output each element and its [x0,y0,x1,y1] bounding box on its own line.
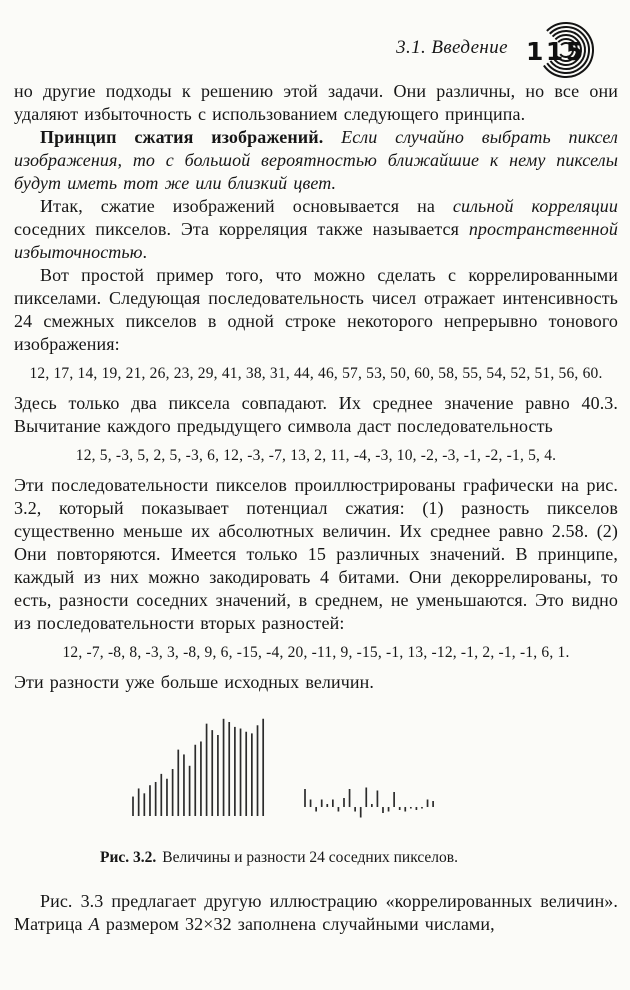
paragraph-text: Итак, сжатие изображений основывается на [40,196,453,216]
paragraph-text: но другие подходы к решению этой задачи. Они различны, но все они удаляют избыточность с использованием следующего принципа. [14,81,618,124]
paragraph-text: . [142,242,148,262]
pixel-values-sequence: 12, 17, 14, 19, 21, 26, 23, 29, 41, 38, 31, 44, 46, 57, 53, 50, 60, 58, 55, 54, 52, 51, 56, 60. [29,365,603,382]
figure-caption [14,848,544,868]
paragraph-compression-potential [14,474,618,635]
paragraph-average [14,392,618,438]
paragraph-correlation [14,195,618,264]
second-differences-sequence: 12, -7, -8, 8, -3, 3, -8, 9, 6, -15, -4, 20, -11, 9, -15, -1, 13, -12, -1, 2, -1, -1, 6, 1. [62,644,570,661]
first-differences-sequence: 12, 5, -3, 5, 2, 5, -3, 6, 12, -3, -7, 13, 2, 11, -4, -3, 10, -2, -3, -1, -2, -1, 5, 4. [75,447,557,464]
figure-caption-text: Величины и разности 24 соседних пикселов. [162,849,458,866]
matrix-a-symbol: A [88,914,100,934]
paragraph-example-intro [14,264,618,356]
principle-statement: Если случайно выбрать пиксел изображения, то с большой вероятностью ближайшие к нему пикселы будут иметь тот же или близкий цвет. [14,127,618,193]
paragraph-text: Вот простой пример того, что можно сделать с коррелированными пикселами. Следующая последовательность чисел отражает интенсивность 24 смежных пикселов в одной строке некоторого непрерывно тонового изображения: [14,265,618,354]
paragraph-next-figure [14,890,618,936]
emphasis-spatial-redundancy: пространственной избыточностью [14,219,618,262]
principle-heading: Принцип сжатия изображений. [40,127,324,147]
page-header [14,22,602,80]
chart-pixel-values [130,710,268,838]
chart-pixel-differences [302,710,440,838]
paragraph-text: Эти последовательности пикселов проиллюстрированы графически на рис. 3.2, который показывает потенциал сжатия: (1) разность пикселов существенно меньше их абсолютных величин. Их среднее равно 2.58. (2) Они повторяются. Имеется только 15 различных значений. В принципе, каждый из них можно закодировать 4 битами. Они декоррелированы, то есть, разности соседних значений, в среднем, не уменьшаются. Это видно из последовательности вторых разностей: [14,475,618,633]
page-number: 115 [526,37,586,66]
paragraph-text: Рис. 3.3 предлагает другую иллюстрацию «коррелированных величин». Матрица [14,891,618,934]
figure-caption-label: Рис. 3.2. [100,849,157,866]
paragraph-text: соседних пикселов. Эта корреляция также называется [14,219,469,239]
paragraph-text: размером 32×32 заполнена случайными числами, [99,914,495,934]
emphasis-strong-correlation: сильной корреляции [452,196,618,216]
figure-3-2 [130,710,618,842]
paragraph-continuation [14,80,618,126]
figure-charts-row [130,710,618,838]
paragraph-principle [14,126,618,195]
page-number-logo [524,22,602,80]
paragraph-text: Эти разности уже больше исходных величин. [14,672,374,692]
paragraph-conclusion [14,671,618,694]
paragraph-text: Здесь только два пиксела совпадают. Их среднее значение равно 40.3. Вычитание каждого предыдущего символа даст последовательность [14,393,618,436]
section-title: 3.1. Введение [396,37,508,58]
